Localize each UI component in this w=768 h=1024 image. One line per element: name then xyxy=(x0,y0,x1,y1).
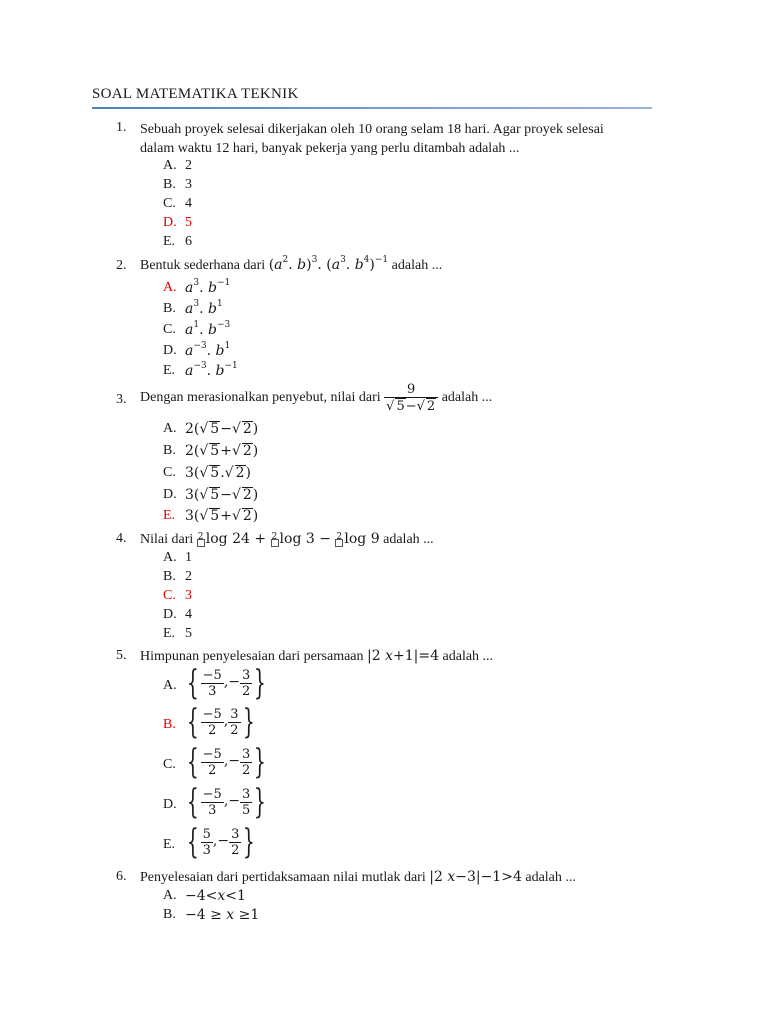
question-3-suffix: adalah ... xyxy=(441,390,493,406)
q1-option-c-value: 4 xyxy=(185,196,192,211)
question-3-text xyxy=(140,382,492,414)
question-5-expression: |2 x+1|=4 xyxy=(367,648,440,664)
q3-option-a-expression: 2(√ 5−√ 2) xyxy=(185,421,259,437)
q1-option-c-label: C. xyxy=(163,196,176,211)
q5-option-e-expression: { $\frac{5}{3}$ ,− $\frac{3}{2}$ } xyxy=(186,822,256,862)
q1-option-a-value: 2 xyxy=(185,158,192,173)
q1-option-b-label: B. xyxy=(163,177,176,192)
question-6-expression: |2 x−3|−1>4 xyxy=(429,869,522,885)
q5-option-a-expression: { $\frac{-5}{3}$ ,− $\frac{3}{2}$ } xyxy=(186,663,267,703)
q4-option-d-value: 4 xyxy=(185,607,192,622)
q5-option-d-expression: { $\frac{-5}{3}$ ,− $\frac{3}{5}$ } xyxy=(186,782,267,822)
q3-option-b-expression: 2(√ 5+√ 2) xyxy=(185,443,259,459)
question-6-text xyxy=(140,868,576,887)
q1-option-e-value: 6 xyxy=(185,234,192,249)
q5-option-e-label: E. xyxy=(163,837,176,852)
q1-option-a-label: A. xyxy=(163,158,177,173)
question-1-line-1: Sebuah proyek selesai dikerjakan oleh 10 orang selam 18 hari. Agar proyek selesai xyxy=(140,122,604,137)
q2-option-d-label: D. xyxy=(163,343,177,358)
question-2-number: 2. xyxy=(116,258,127,273)
q4-option-b-value: 2 xyxy=(185,569,192,584)
q2-option-b-label: B. xyxy=(163,301,176,316)
question-4-prefix: Nilai dari xyxy=(140,532,194,547)
question-6-number: 6. xyxy=(116,869,127,884)
q1-option-b-value: 3 xyxy=(185,177,192,192)
page-title: SOAL MATEMATIKA TEKNIK xyxy=(92,86,299,102)
q2-option-c-label: C. xyxy=(163,322,176,337)
question-2-expression: ($a^2$. b)$^3$. ($a^3$. $b^4)^{-1}$ xyxy=(268,255,389,273)
q4-option-b-label: B. xyxy=(163,569,176,584)
q2-option-e-expression: $a^{-3}$. $b^{-1}$ xyxy=(185,361,238,379)
question-6-prefix: Penyelesaian dari pertidaksamaan nilai mutlak dari xyxy=(140,870,426,885)
q5-option-a-label: A. xyxy=(163,678,177,693)
q1-option-d-label: D. xyxy=(163,215,177,230)
q3-option-c-label: C. xyxy=(163,465,176,480)
q3-option-e-label: E. xyxy=(163,508,176,523)
question-2-suffix: adalah ... xyxy=(391,258,443,273)
q3-option-b-label: B. xyxy=(163,443,176,458)
q1-option-d-value: 5 xyxy=(185,215,192,230)
q5-option-b-label: B. xyxy=(163,717,176,732)
q4-option-a-label: A. xyxy=(163,550,177,565)
q5-option-c-expression: { $\frac{-5}{2}$ ,− $\frac{3}{2}$ } xyxy=(186,742,267,782)
q2-option-b-expression: $a^3$. $b^1$ xyxy=(185,299,223,317)
question-3-fraction: $\frac{9}{√ 5-√ 2}$ xyxy=(384,382,438,414)
q4-option-e-value: 5 xyxy=(185,626,192,641)
q3-option-d-expression: 3(√ 5−√ 2) xyxy=(185,487,259,503)
q3-option-e-expression: 3(√ 5+√ 2) xyxy=(185,508,259,524)
question-1-number: 1. xyxy=(116,120,127,135)
question-2-prefix: Bentuk sederhana dari xyxy=(140,258,266,273)
q3-option-a-label: A. xyxy=(163,421,177,436)
q2-option-e-label: E. xyxy=(163,363,176,378)
question-5-suffix: adalah ... xyxy=(442,649,494,664)
title-underline xyxy=(92,107,652,109)
q3-option-c-expression: 3(√ 5.√ 2) xyxy=(185,465,251,481)
q4-option-d-label: D. xyxy=(163,607,177,622)
q6-option-a-expression: −4<x<1 xyxy=(185,888,246,904)
q5-option-b-expression: { $\frac{-5}{2}$ , $\frac{3}{2}$ } xyxy=(186,702,255,742)
q5-option-c-label: C. xyxy=(163,757,176,772)
question-5-number: 5. xyxy=(116,648,127,663)
question-4-text xyxy=(140,530,434,549)
question-2-text xyxy=(140,256,442,275)
q2-option-c-expression: $a^1$. $b^{-3}$ xyxy=(185,320,231,338)
question-5-prefix: Himpunan penyelesaian dari persamaan xyxy=(140,649,364,664)
q6-option-a-label: A. xyxy=(163,888,177,903)
q4-option-c-label: C. xyxy=(163,588,176,603)
q3-option-d-label: D. xyxy=(163,487,177,502)
q4-option-a-value: 1 xyxy=(185,550,192,565)
q6-option-b-label: B. xyxy=(163,907,176,922)
q5-option-d-label: D. xyxy=(163,797,177,812)
question-4-suffix: adalah ... xyxy=(383,532,434,547)
q1-option-e-label: E. xyxy=(163,234,176,249)
question-1-line-2: dalam waktu 12 hari, banyak pekerja yang perlu ditambah adalah ... xyxy=(140,141,520,156)
question-4-expression: 2 log 24 + 2 log 3 − 2 log 9 xyxy=(197,531,380,547)
question-4-number: 4. xyxy=(116,531,127,546)
question-1-text xyxy=(140,120,604,158)
q4-option-e-label: E. xyxy=(163,626,176,641)
q6-option-b-expression: −4 ≥ x ≥1 xyxy=(185,907,260,923)
q2-option-d-expression: $a^{-3}$. $b^1$ xyxy=(185,341,231,359)
q2-option-a-expression: $a^3$. $b^{-1}$ xyxy=(185,278,231,296)
question-3-number: 3. xyxy=(116,392,127,407)
question-6-suffix: adalah ... xyxy=(525,870,576,885)
question-3-prefix: Dengan merasionalkan penyebut, nilai dari xyxy=(140,390,381,406)
q4-option-c-value: 3 xyxy=(185,588,192,603)
q2-option-a-label: A. xyxy=(163,280,177,295)
